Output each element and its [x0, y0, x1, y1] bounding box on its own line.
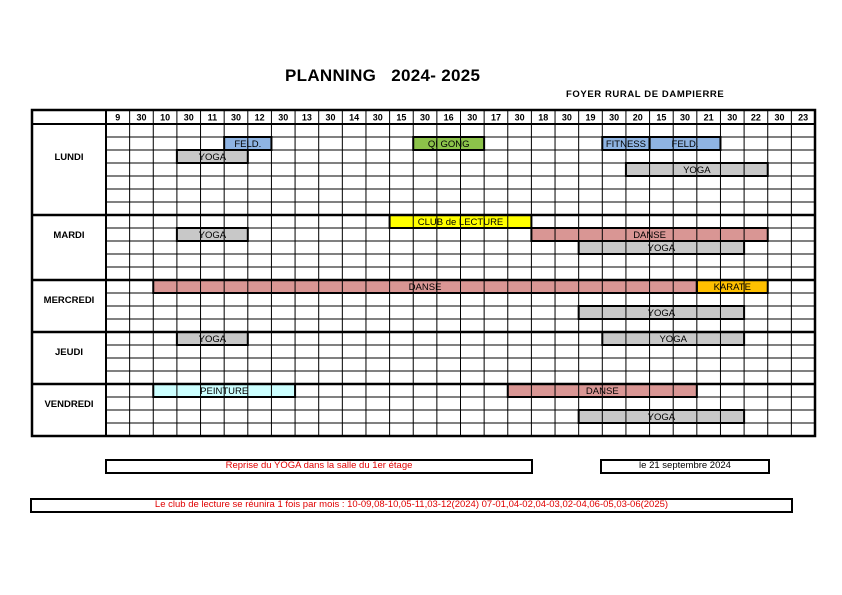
activity-label: FITNESS [605, 139, 646, 150]
hour-label: 30 [514, 112, 525, 123]
hour-label: 15 [656, 112, 667, 123]
activity-label: YOGA [683, 165, 711, 176]
hour-label: 12 [254, 112, 265, 123]
hour-label: 30 [774, 112, 785, 123]
hour-label: 30 [680, 112, 691, 123]
hour-label: 30 [561, 112, 572, 123]
activity-label: DANSE [585, 386, 619, 397]
activity-label: CLUB de LECTURE [417, 217, 504, 228]
hour-label: 30 [278, 112, 289, 123]
hour-label: 16 [443, 112, 454, 123]
hour-label: 30 [609, 112, 620, 123]
activity-label: YOGA [647, 243, 676, 254]
hour-label: 11 [207, 112, 218, 123]
date-note: le 21 septembre 2024 [600, 459, 770, 474]
day-label: LUNDI [54, 152, 84, 163]
activity-label: QI GONG [427, 139, 470, 150]
hour-label: 30 [325, 112, 336, 123]
hour-label: 30 [467, 112, 478, 123]
activity-label: PEINTURE [200, 386, 249, 397]
hour-label: 30 [727, 112, 738, 123]
hour-label: 9 [115, 112, 121, 123]
hour-label: 17 [490, 112, 501, 123]
activity-label: DANSE [408, 282, 442, 293]
hour-label: 30 [372, 112, 383, 123]
hour-label: 21 [703, 112, 714, 123]
hour-label: 20 [632, 112, 643, 123]
hour-label: 30 [183, 112, 194, 123]
page-title: PLANNING 2024- 2025 [285, 66, 481, 85]
hour-label: 19 [585, 112, 596, 123]
hour-label: 22 [750, 112, 761, 123]
activity-label: YOGA [198, 152, 227, 163]
hour-label: 18 [538, 112, 549, 123]
activity-label: DANSE [633, 230, 666, 241]
hour-label: 10 [160, 112, 171, 123]
day-label: MERCREDI [43, 295, 95, 306]
activity-label: KARATE [713, 282, 751, 293]
hour-label: 30 [230, 112, 241, 123]
hour-label: 30 [136, 112, 147, 123]
hour-label: 30 [420, 112, 431, 123]
hour-label: 23 [798, 112, 809, 123]
activity-label: FELD. [234, 139, 262, 150]
activity-label: YOGA [647, 412, 676, 423]
hour-label: 15 [396, 112, 407, 123]
day-label: MARDI [53, 230, 85, 241]
day-label: VENDREDI [44, 399, 94, 410]
hour-label: 14 [349, 112, 360, 123]
club-note: Le club de lecture se réunira 1 fois par mois : 10-09,08-10,05-11,03-12(2024) 07-01,04-02,04-03,02-04,06-05,03-06(2025) [30, 498, 793, 513]
activity-label: YOGA [647, 308, 676, 319]
day-label: JEUDI [55, 347, 83, 358]
hour-label: 13 [301, 112, 312, 123]
activity-label: YOGA [198, 230, 227, 241]
activity-label: YOGA [198, 334, 227, 345]
activity-label: YOGA [659, 334, 687, 345]
organization-name: FOYER RURAL DE DAMPIERRE [566, 89, 725, 100]
yoga-note: Reprise du YOGA dans la salle du 1er étage [105, 459, 533, 474]
activity-label: FELD. [671, 139, 699, 150]
